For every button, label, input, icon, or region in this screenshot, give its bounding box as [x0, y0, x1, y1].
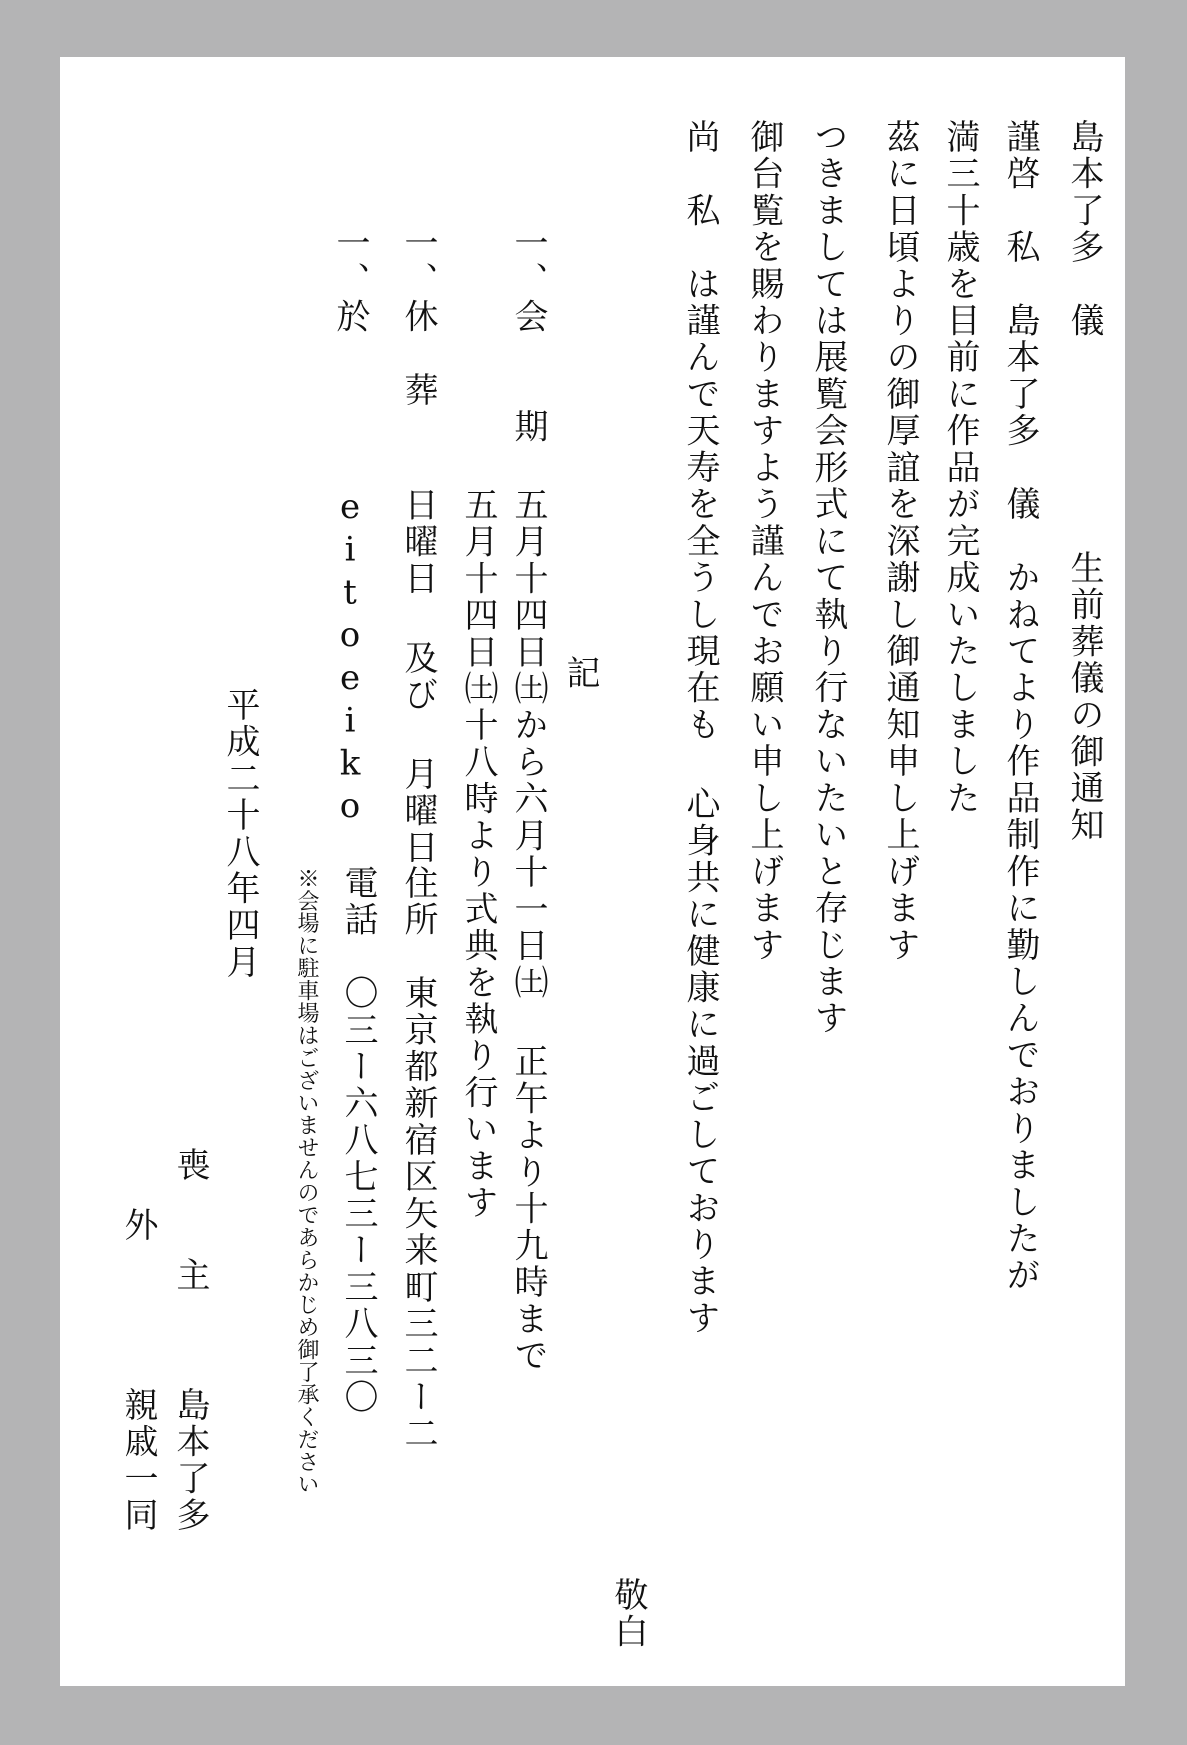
body-line-1: 謹啓 私 島本了多 儀 かねてより作品制作に勤しんでおりましたが	[1000, 119, 1040, 1295]
kaiki-line-1: 五月十四日㈯から六月十一日㈯ 正午より十九時まで	[508, 487, 548, 1375]
parking-note: ※会場に駐車場はございませんのであらかじめ御了承ください	[294, 867, 319, 1496]
family-label: 外	[118, 1207, 158, 1244]
body-line-5: 御台覧を賜わりますよう謹んでお願い申し上げます	[744, 119, 784, 964]
letter-title: 生前葬儀の御通知	[1064, 550, 1104, 844]
closing-keihaku: 敬白	[608, 1577, 648, 1651]
body-line-6: 尚 私 は謹んで天寿を全うし現在も 心身共に健康に過ごしております	[680, 119, 720, 1337]
date: 平成二十八年四月	[220, 687, 260, 981]
body-line-3: 茲に日頃よりの御厚誼を深謝し御通知申し上げます	[880, 119, 920, 964]
ki-heading: 記	[560, 655, 600, 692]
kyuso-label: 一、休 葬	[398, 225, 438, 409]
addressee-name: 島本了多 儀	[1064, 119, 1104, 340]
mourner-name: 島本了多	[170, 1387, 210, 1534]
kaiki-line-2: 五月十四日㈯十八時より式典を執り行います	[458, 487, 498, 1222]
mourner-label: 喪 主	[170, 1147, 210, 1294]
letter-paper	[60, 57, 1125, 1686]
address-line: 住所 東京都新宿区矢来町三二ー二	[398, 865, 438, 1453]
oite-value: eitoeiko	[330, 487, 370, 829]
body-line-4: つきましては展覧会形式にて執り行ないたいと存じます	[808, 119, 848, 1037]
kyuso-value: 日曜日 及び 月曜日	[398, 487, 438, 867]
body-line-2: 満三十歳を目前に作品が完成いたしました	[940, 119, 980, 817]
oite-label: 一、於	[330, 225, 370, 336]
kaiki-label: 一、会 期	[508, 225, 548, 446]
family-name: 親戚一同	[118, 1387, 158, 1534]
phone-line: 電話 〇三ー六八七三ー三八三〇	[338, 865, 378, 1416]
